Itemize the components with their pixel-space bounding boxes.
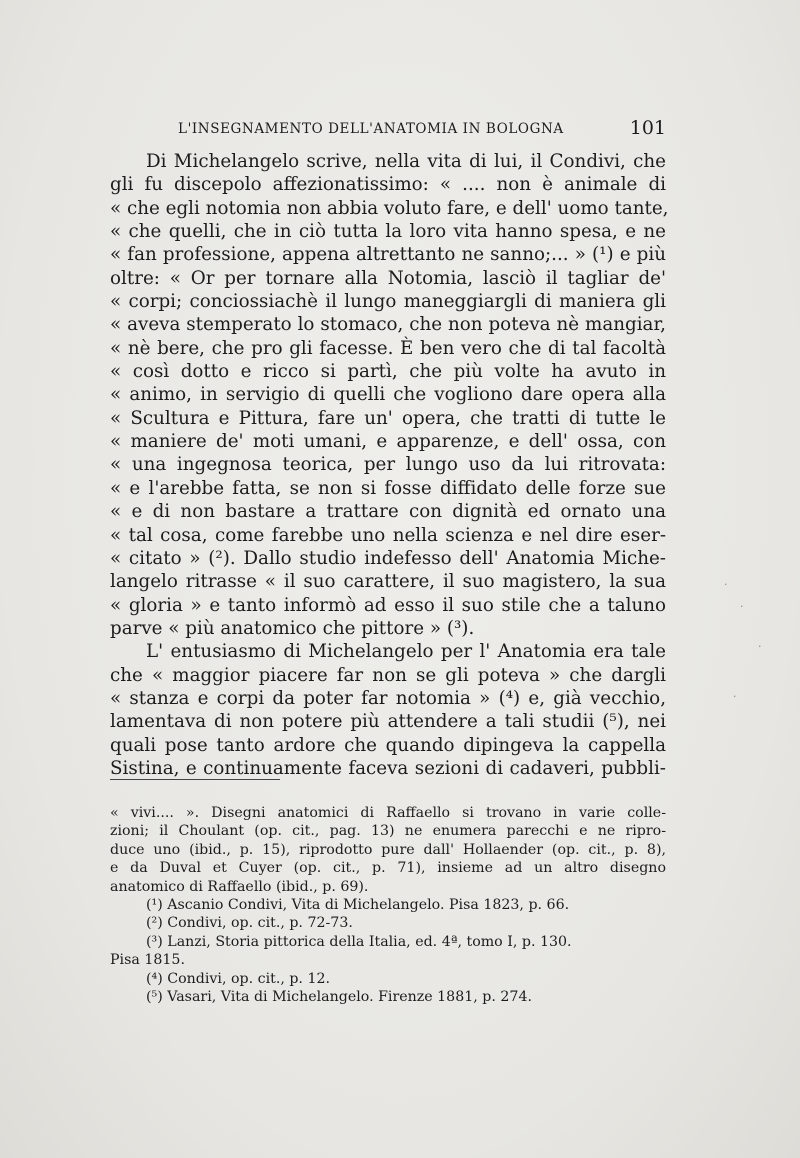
- body-text: [110, 150, 669, 780]
- running-title: L'INSEGNAMENTO DELL'ANATOMIA IN BOLOGNA: [178, 121, 564, 137]
- footnote-4: (⁴) Condivi, op. cit., p. 12.: [146, 970, 331, 987]
- footnote-3: (³) Lanzi, Storia pittorica della Italia, ed. 4ª, tomo I, p. 130.: [146, 933, 572, 950]
- footnote-1: (¹) Ascanio Condivi, Vita di Michelangelo. Pisa 1823, p. 66.: [146, 896, 570, 913]
- margin-speck: ·: [758, 640, 762, 653]
- body-line: gli fu discepolo affezionatissimo: « .... non è animale di: [110, 174, 666, 196]
- footnote-5: (⁵) Vasari, Vita di Michelangelo. Firenze 1881, p. 274.: [146, 988, 532, 1005]
- footnotes: [110, 804, 666, 1006]
- footnote-3-continuation: Pisa 1815.: [110, 952, 185, 969]
- body-line: che « maggior piacere far non se gli poteva » che dargli: [110, 664, 666, 686]
- body-line: « aveva stemperato lo stomaco, che non poteva nè mangiar,: [110, 314, 666, 336]
- body-line: « nè bere, che pro gli facesse. È ben vero che di tal facoltà: [110, 337, 666, 359]
- page-number: 101: [629, 117, 666, 139]
- footnote-continuation-line: anatomico di Raffaello (ibid., p. 69).: [110, 878, 369, 895]
- footnote-continuation-line: e da Duval et Cuyer (op. cit., p. 71), insieme ad un altro disegno: [110, 860, 666, 877]
- margin-speck: ·: [740, 600, 744, 613]
- body-line: Sistina, e continuamente faceva sezioni di cadaveri, pubbli-: [110, 757, 666, 779]
- footnote-2: (²) Condivi, op. cit., p. 72-73.: [146, 915, 353, 932]
- footnote-continuation-line: zioni; il Choulant (op. cit., pag. 13) ne enumera parecchi e ne ripro-: [110, 823, 666, 840]
- body-line: oltre: « Or per tornare alla Notomia, lasciò il tagliar de': [110, 267, 666, 289]
- body-line: « animo, in servigio di quelli che vogliono dare opera alla: [110, 384, 666, 406]
- body-line: « che quelli, che in ciò tutta la loro vita hanno spesa, e ne: [110, 221, 666, 243]
- footnote-rule: [110, 779, 280, 780]
- body-line: « maniere de' moti umani, e apparenze, e dell' ossa, con: [110, 431, 666, 453]
- body-line: « così dotto e ricco si partì, che più volte ha avuto in: [110, 361, 666, 383]
- body-line: quali pose tanto ardore che quando dipingeva la cappella: [110, 734, 666, 756]
- body-line: lamentava di non potere più attendere a tali studii (⁵), nei: [110, 711, 666, 733]
- body-line: « e di non bastare a trattare con dignità ed ornato una: [110, 501, 666, 523]
- body-line: « tal cosa, come farebbe uno nella scienza e nel dire eser-: [110, 524, 666, 546]
- body-line: « corpi; conciossiachè il lungo maneggiargli di maniera gli: [110, 291, 666, 313]
- footnote-continuation-line: duce uno (ibid., p. 15), riprodotto pure dall' Hollaender (op. cit., p. 8),: [110, 841, 666, 858]
- body-line: « gloria » e tanto informò ad esso il suo stile che a taluno: [110, 594, 666, 616]
- margin-speck: ·: [724, 578, 728, 591]
- footnote-continuation-line: « vivi.... ». Disegni anatomici di Raffaello si trovano in varie colle-: [110, 805, 666, 821]
- body-line: « Scultura e Pittura, fare un' opera, che tratti di tutte le: [110, 407, 666, 429]
- body-line: « citato » (²). Dallo studio indefesso dell' Anatomia Miche-: [110, 547, 666, 569]
- body-line: Di Michelangelo scrive, nella vita di lui, il Condivi, che: [146, 151, 666, 172]
- margin-speck: ·: [733, 690, 737, 703]
- body-line: « una ingegnosa teorica, per lungo uso da lui ritrovata:: [110, 454, 666, 476]
- body-line: langelo ritrasse « il suo carattere, il suo magistero, la sua: [110, 571, 666, 593]
- body-line: « fan professione, appena altrettanto ne sanno;... » (¹) e più: [110, 244, 666, 266]
- body-line: « e l'arebbe fatta, se non si fosse diffidato delle forze sue: [110, 477, 666, 499]
- body-line: parve « più anatomico che pittore » (³).: [110, 617, 475, 639]
- body-line: L' entusiasmo di Michelangelo per l' Anatomia era tale: [146, 641, 666, 663]
- body-line: « stanza e corpi da poter far notomia » (⁴) e, già vecchio,: [110, 687, 666, 709]
- page-header: [178, 119, 666, 141]
- body-line: « che egli notomia non abbia voluto fare, e dell' uomo tante,: [110, 197, 669, 219]
